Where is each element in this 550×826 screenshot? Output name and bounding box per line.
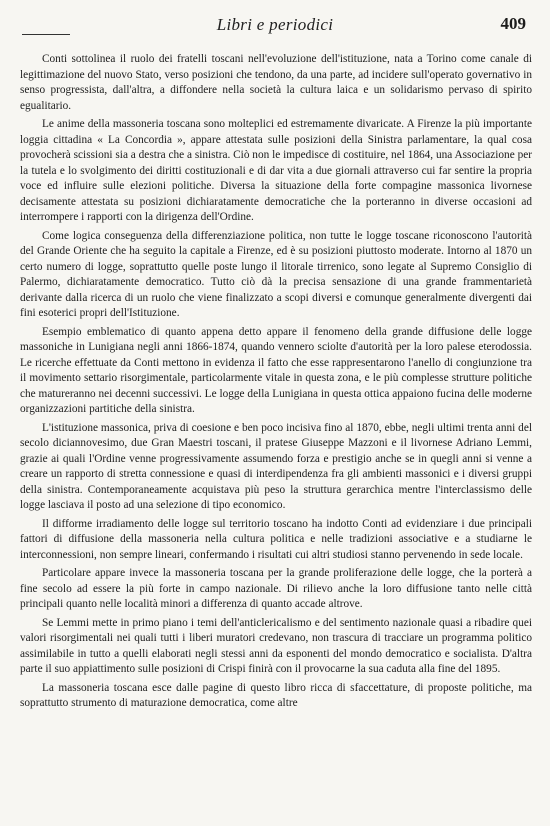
paragraph: Conti sottolinea il ruolo dei fratelli toscani nell'evoluzione dell'istituzione, nata a Torino come canale di legittimazione del nuovo Stato, verso posizioni che tendono, da una parte, ad incidere sull'operato governativo in senso progressista, dall'altra, a diffondere nella società la cultura laica e un solidarismo pervaso di spirito egualitario. (20, 53, 532, 112)
running-header (22, 14, 528, 40)
paragraph: Esempio emblematico di quanto appena detto appare il fenomeno della grande diffusione delle logge massoniche in Lunigiana negli anni 1866-1874, quando vennero sciolte d'autorità per la loro palese eterodossia. Le ricerche effettuate da Conti mettono in evidenza il fatto che esse rappresentarono l'anello di congiunzione tra il movimento settario risorgimentale, particolarmente vitale in questa zona, e le più complesse strutture politiche che matureranno nei decenni successivi. Le logge della Lunigiana in questa ottica appaiono fucina delle moderne organizzazioni partitiche della sinistra. (20, 325, 532, 415)
running-title: Libri e periodici (216, 15, 334, 34)
paragraph: L'istituzione massonica, priva di coesione e ben poco incisiva fino al 1870, ebbe, negli ultimi trenta anni del secolo diciannovesimo, due Gran Maestri toscani, il pratese Giuseppe Mazzoni e il livornese Adriano Lemmi, grazie ai quali l'Ordine venne progressivamente assumendo forza e prestigio anche se in quegli anni si venne a creare un rapporto di stretta connessione e quasi di interdipendenza fra gli ambienti massonici e i diversi gruppi della sinistra. Contemporaneamente acquistava più peso la struttura gerarchica mentre l'interclassismo delle logge lasciava il posto ad una selezione di tipo economico. (20, 421, 532, 511)
paragraph: La massoneria toscana esce dalle pagine di questo libro ricca di sfaccettature, di proposte politiche, ma soprattutto strumento di maturazione democratica, come altre (20, 681, 532, 709)
paragraph: Se Lemmi mette in primo piano i temi dell'anticlericalismo e del sentimento nazionale quasi a ribadire quei valori risorgimentali nei quali tutti i liberi muratori credevano, non trascura di tracciare un programma politico assimilabile in tutto a quelli elaborati negli stessi anni da esponenti del mondo democratico e socialista. D'altra parte il suo appiattimento sulle posizioni di Crispi finirà con il provocarne la sua caduta alla fine del 1895. (20, 616, 532, 675)
paragraph: Particolare appare invece la massoneria toscana per la grande proliferazione delle logge, che la porterà a fine secolo ad essere la più forte in campo nazionale. Di rilievo anche la loro diffusione tanto nelle città principali quanto nelle località minori a differenza di quanto accade altrove. (20, 567, 532, 610)
body-text (20, 52, 532, 715)
paragraph: Le anime della massoneria toscana sono molteplici ed estremamente divaricate. A Firenze la più importante loggia cittadina « La Concordia », appare attestata sulle posizioni della Sinistra parlamentare, la qual cosa provocherà scissioni sia a destra che a sinistra. Ciò non le impedisce di costituire, nel 1864, una Associazione per la tutela e lo svolgimento dei diritti costituzionali e di dar vita a due giornali attraverso cui far sentire la propria voce ed influire sulle elezioni politiche. Diversa la situazione della forte compagine massonica livornese decisamente attestata su posizioni dichiaratamente democratiche che la porteranno in diverse occasioni ad interrompere i rapporti con la dirigenza dell'Ordine. (20, 118, 532, 223)
paragraph: Il difforme irradiamento delle logge sul territorio toscano ha indotto Conti ad evidenziare i due principali fattori di diffusione della massoneria nella cultura politica e nelle tradizioni associative e a studiarne le interconnessioni, non sempre lineari, confermando i risultati cui altri studiosi stanno pervenendo in sede locale. (20, 517, 532, 561)
page-number: 409 (500, 14, 526, 33)
paragraph: Come logica conseguenza della differenziazione politica, non tutte le logge toscane riconoscono l'autorità del Grande Oriente che ha seguito la capitale a Firenze, ed è su posizioni piuttosto moderate. Intorno al 1870 un certo numero di logge, soprattutto quelle poste lungo il litorale tirrenico, sono legate al Supremo Consiglio di Palermo, dichiaratamente democratico. Tutto ciò dà la precisa sensazione di una grande frammentarietà derivante dalla ricerca di un ruolo che viene finalizzato a scopi diversi e comunque generalmente divergenti dai fini esoterici propri dell'Istituzione. (20, 229, 532, 319)
